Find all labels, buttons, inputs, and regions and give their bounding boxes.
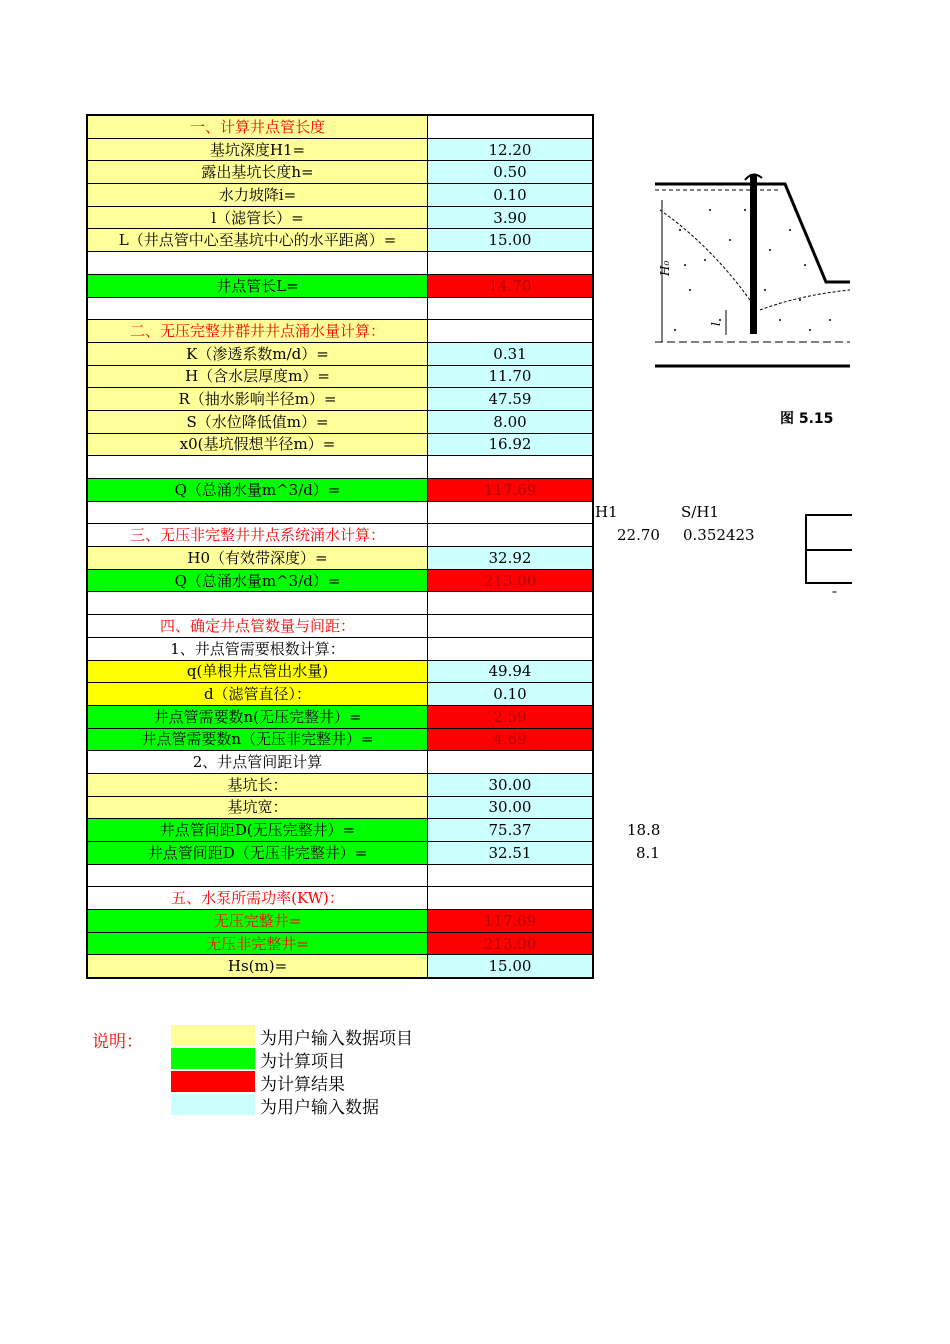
table-row	[87, 365, 593, 388]
legend-text: 为计算结果	[260, 1075, 345, 1095]
table-row	[87, 955, 593, 978]
row-label[interactable]: 二、无压完整井群井井点涌水量计算：	[87, 320, 428, 343]
legend-swatch	[171, 1094, 255, 1115]
legend-swatch	[171, 1048, 255, 1069]
row-label[interactable]: S（水位降低值m）=	[87, 410, 428, 433]
h1-header: H1	[595, 503, 618, 521]
row-value[interactable]: 32.51	[428, 842, 594, 865]
row-label[interactable]: 井点管需要数n(无压完整井）=	[87, 705, 428, 728]
row-value[interactable]: 32.92	[428, 547, 594, 570]
calculation-table-body	[87, 115, 593, 978]
spacing-extra-incomplete: 8.1	[636, 844, 660, 862]
table-row	[87, 297, 593, 320]
well-point-diagram	[650, 170, 850, 375]
row-value[interactable]: 0.31	[428, 342, 594, 365]
l-label: l	[709, 322, 723, 326]
row-label[interactable]	[87, 252, 428, 275]
row-value[interactable]: 47.59	[428, 388, 594, 411]
row-value[interactable]: 0.10	[428, 184, 594, 207]
table-row	[87, 819, 593, 842]
table-row	[87, 524, 593, 547]
table-row	[87, 864, 593, 887]
table-row	[87, 615, 593, 638]
legend-title: 说明：	[92, 1032, 143, 1052]
row-label[interactable]	[87, 592, 428, 615]
row-value[interactable]: 30.00	[428, 773, 594, 796]
legend-text: 为用户输入数据	[260, 1098, 379, 1118]
row-value[interactable]: 3.90	[428, 206, 594, 229]
row-value[interactable]	[428, 456, 594, 479]
sh1-header: S/H1	[681, 503, 719, 521]
table-row	[87, 842, 593, 865]
row-value[interactable]: 0.50	[428, 161, 594, 184]
row-label[interactable]: x0(基坑假想半径m）=	[87, 433, 428, 456]
table-row	[87, 252, 593, 275]
row-value[interactable]	[428, 751, 594, 774]
table-row	[87, 932, 593, 955]
legend-text: 为计算项目	[260, 1052, 345, 1072]
row-value[interactable]	[428, 252, 594, 275]
figure-caption: 图 5.15	[780, 411, 834, 427]
row-label[interactable]	[87, 864, 428, 887]
table-row	[87, 138, 593, 161]
row-label[interactable]: 无压非完整井=	[87, 932, 428, 955]
row-label[interactable]: 井点管间距D（无压非完整井）=	[87, 842, 428, 865]
row-value[interactable]: 12.20	[428, 138, 594, 161]
row-value[interactable]: 30.00	[428, 796, 594, 819]
row-value[interactable]	[428, 615, 594, 638]
table-row	[87, 547, 593, 570]
row-label[interactable]: q(单根井点管出水量)	[87, 660, 428, 683]
row-value[interactable]	[428, 115, 594, 138]
row-label[interactable]: 井点管需要数n（无压非完整井）=	[87, 728, 428, 751]
table-row	[87, 274, 593, 297]
table-row	[87, 433, 593, 456]
table-row	[87, 115, 593, 138]
row-value[interactable]	[428, 864, 594, 887]
row-label[interactable]: 井点管长L=	[87, 274, 428, 297]
legend-swatch	[171, 1025, 255, 1046]
row-label[interactable]: L（井点管中心至基坑中心的水平距离）=	[87, 229, 428, 252]
table-row	[87, 161, 593, 184]
row-label[interactable]: H（含水层厚度m）=	[87, 365, 428, 388]
table-row	[87, 342, 593, 365]
table-row	[87, 229, 593, 252]
row-value[interactable]: 117.69	[428, 479, 594, 502]
row-label[interactable]: 四、确定井点管数量与间距：	[87, 615, 428, 638]
row-value[interactable]: 15.00	[428, 955, 594, 978]
row-label[interactable]: R（抽水影响半径m）=	[87, 388, 428, 411]
h0-label: H₀	[658, 260, 672, 276]
table-row	[87, 410, 593, 433]
legend-text: 为用户输入数据项目	[260, 1029, 413, 1049]
row-value[interactable]	[428, 887, 594, 910]
row-label[interactable]: 基坑深度H1=	[87, 138, 428, 161]
row-label[interactable]: d（滤管直径）：	[87, 683, 428, 706]
spacing-extra-complete: 18.8	[627, 821, 661, 839]
row-label[interactable]	[87, 456, 428, 479]
row-label[interactable]: 一、计算井点管长度	[87, 115, 428, 138]
row-label[interactable]: Q（总涌水量m^3/d）=	[87, 569, 428, 592]
legend-swatch	[171, 1071, 255, 1092]
table-row	[87, 910, 593, 933]
row-label[interactable]: H0（有效带深度）=	[87, 547, 428, 570]
row-value[interactable]	[428, 524, 594, 547]
table-row	[87, 796, 593, 819]
row-label[interactable]: 基坑宽：	[87, 796, 428, 819]
row-label[interactable]: 1、井点管需要根数计算：	[87, 637, 428, 660]
row-label[interactable]: K（渗透系数m/d）=	[87, 342, 428, 365]
sh1-value: 0.352423	[683, 526, 755, 544]
row-label[interactable]: Hs(m)=	[87, 955, 428, 978]
row-value[interactable]: 15.00	[428, 229, 594, 252]
row-label[interactable]: 水力坡降i=	[87, 184, 428, 207]
row-value[interactable]	[428, 501, 594, 524]
table-row	[87, 751, 593, 774]
row-label[interactable]: Q（总涌水量m^3/d）=	[87, 479, 428, 502]
row-value[interactable]: 75.37	[428, 819, 594, 842]
row-label[interactable]: 2、井点管间距计算	[87, 751, 428, 774]
row-label[interactable]: 无压完整井=	[87, 910, 428, 933]
row-value[interactable]	[428, 320, 594, 343]
row-value[interactable]	[428, 297, 594, 320]
row-value[interactable]: 8.00	[428, 410, 594, 433]
row-label[interactable]: 露出基坑长度h=	[87, 161, 428, 184]
table-row	[87, 184, 593, 207]
table-row	[87, 569, 593, 592]
row-value[interactable]: 213.00	[428, 932, 594, 955]
row-value[interactable]: 2.59	[428, 705, 594, 728]
row-value[interactable]: 117.69	[428, 910, 594, 933]
row-value[interactable]: 0.10	[428, 683, 594, 706]
row-label[interactable]: l（滤管长）=	[87, 206, 428, 229]
table-row	[87, 320, 593, 343]
table-row	[87, 501, 593, 524]
row-label[interactable]: 五、水泵所需功率(KW)：	[87, 887, 428, 910]
table-row	[87, 479, 593, 502]
partial-table-box	[805, 514, 852, 584]
table-row	[87, 637, 593, 660]
table-row	[87, 388, 593, 411]
table-row	[87, 456, 593, 479]
row-value[interactable]: 16.92	[428, 433, 594, 456]
row-label[interactable]	[87, 501, 428, 524]
table-row	[87, 728, 593, 751]
row-label[interactable]: 三、无压非完整井井点系统涌水计算：	[87, 524, 428, 547]
h1-value: 22.70	[617, 526, 660, 544]
row-value[interactable]	[428, 592, 594, 615]
row-label[interactable]	[87, 297, 428, 320]
calculation-table	[86, 114, 594, 979]
row-value[interactable]: 4.69	[428, 728, 594, 751]
table-row	[87, 705, 593, 728]
table-row	[87, 683, 593, 706]
row-value[interactable]: 213.00	[428, 569, 594, 592]
table-row	[87, 206, 593, 229]
table-row	[87, 887, 593, 910]
table-row	[87, 660, 593, 683]
table-row	[87, 773, 593, 796]
row-value[interactable]: 49.94	[428, 660, 594, 683]
row-value[interactable]: 14.70	[428, 274, 594, 297]
row-value[interactable]	[428, 637, 594, 660]
row-label[interactable]: 井点管间距D(无压完整井）=	[87, 819, 428, 842]
table-row	[87, 592, 593, 615]
row-value[interactable]: 11.70	[428, 365, 594, 388]
row-label[interactable]: 基坑长：	[87, 773, 428, 796]
